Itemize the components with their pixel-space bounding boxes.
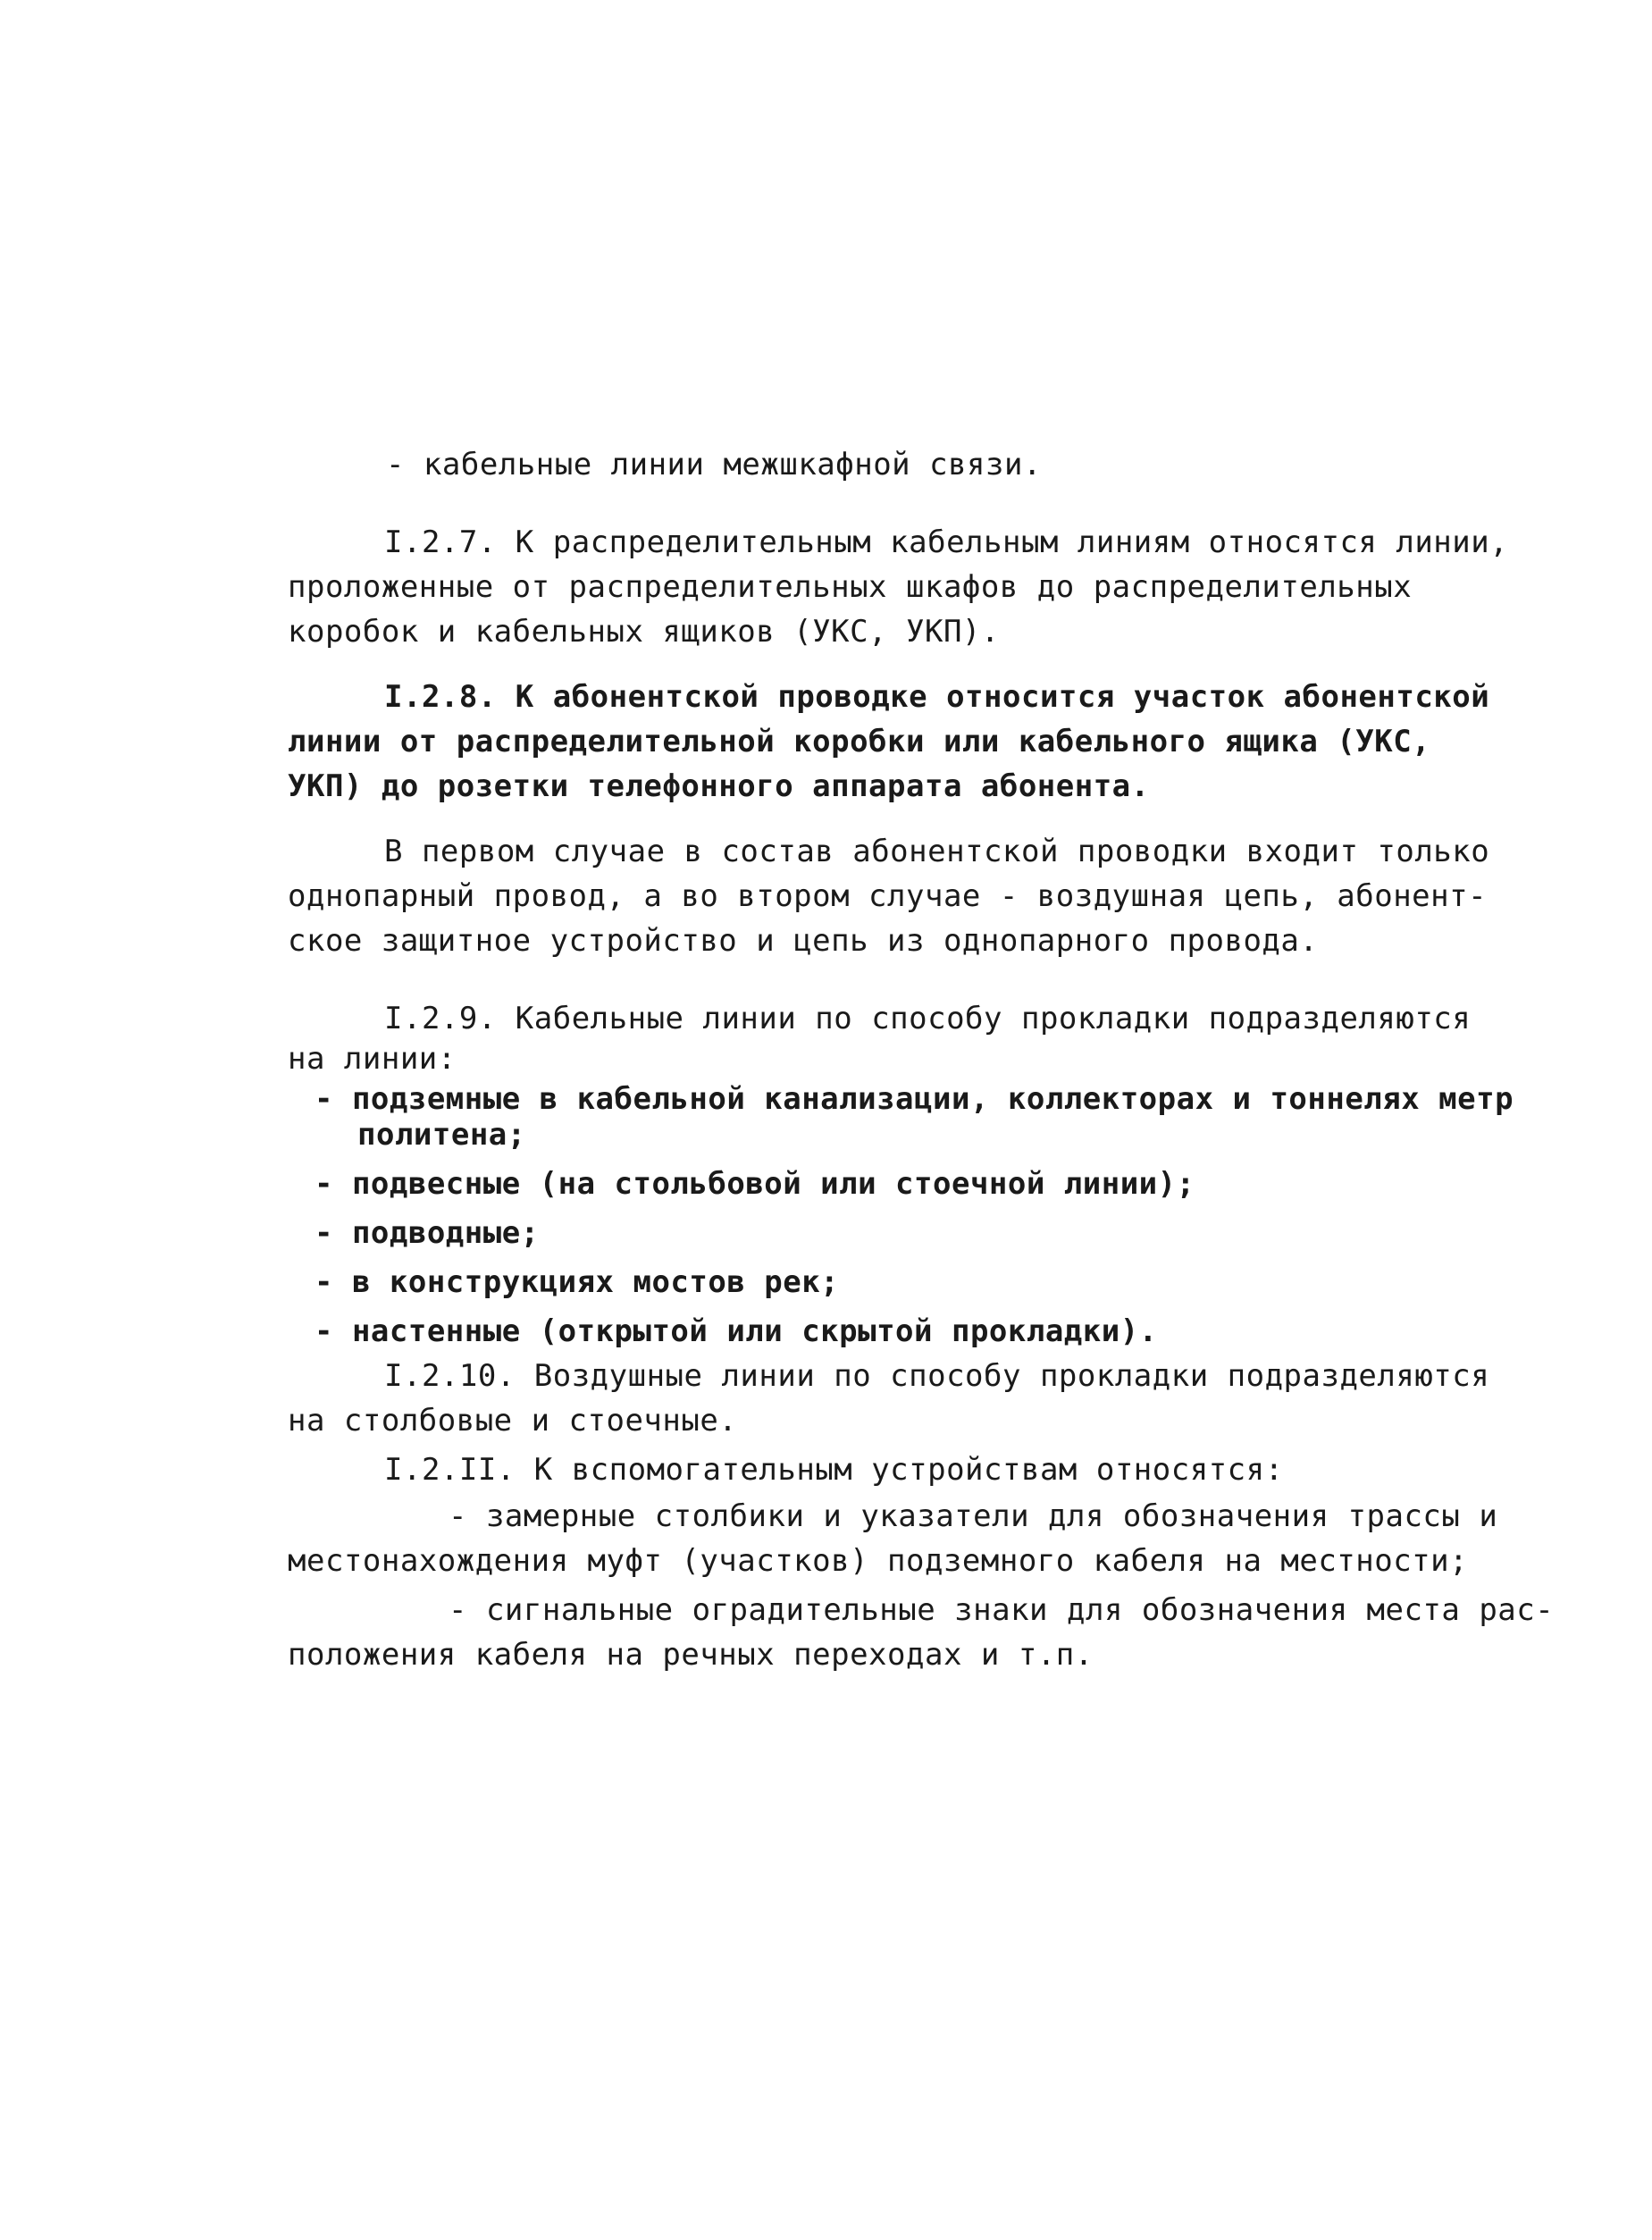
paragraph-1-2-8-line-2: линии от распределительной коробки или кабельного ящика (УКС,: [288, 724, 1431, 759]
paragraph-1-2-11-item-1-line-1: - замерные столбики и указатели для обозначения трассы и: [449, 1498, 1498, 1534]
list-item-aerial: - подвесные (на стольбовой или стоечной линии);: [314, 1166, 1195, 1202]
paragraph-1-2-11-item-2-line-1: - сигнальные оградительные знаки для обозначения места рас-: [449, 1592, 1555, 1628]
paragraph-1-2-9-line-1: I.2.9. Кабельные линии по способу прокладки подразделяются: [384, 1001, 1472, 1036]
list-item-underground-cont: политена;: [357, 1117, 526, 1153]
paragraph-first-case-line-1: В первом случае в состав абонентской проводки входит только: [384, 834, 1490, 869]
paragraph-1-2-11-item-2-line-2: положения кабеля на речных переходах и т.п.: [288, 1637, 1094, 1673]
list-item-wall: - настенные (открытой или скрытой прокладки).: [314, 1313, 1158, 1349]
paragraph-first-case-line-2: однопарный провод, а во втором случае - воздушная цепь, абонент-: [288, 878, 1488, 914]
list-item-underground: - подземные в кабельной канализации, коллекторах и тоннелях метр: [314, 1081, 1514, 1117]
paragraph-1-2-7-line-3: коробок и кабельных ящиков (УКС, УКП).: [288, 614, 1000, 650]
paragraph-1-2-10-line-1: I.2.10. Воздушные линии по способу прокладки подразделяются: [384, 1358, 1490, 1394]
paragraph-1-2-11-item-1-line-2: местонахождения муфт (участков) подземного кабеля на местности;: [288, 1543, 1469, 1579]
paragraph-1-2-9-line-2: на линии:: [288, 1041, 457, 1077]
paragraph-1-2-7-line-1: I.2.7. К распределительным кабельным линиям относятся линии,: [384, 524, 1509, 560]
paragraph-1-2-11-line-1: I.2.II. К вспомогательным устройствам относятся:: [384, 1452, 1284, 1488]
paragraph-1-2-7-line-2: проложенные от распределительных шкафов до распределительных: [288, 569, 1413, 605]
list-item-interbox-lines: - кабельные линии межшкафной связи.: [386, 447, 1042, 482]
list-item-bridges: - в конструкциях мостов рек;: [314, 1264, 840, 1300]
paragraph-1-2-8-line-1: I.2.8. К абонентской проводке относится участок абонентской: [384, 679, 1490, 715]
list-item-underwater: - подводные;: [314, 1215, 540, 1251]
paragraph-1-2-10-line-2: на столбовые и стоечные.: [288, 1403, 738, 1439]
paragraph-1-2-8-line-3: УКП) до розетки телефонного аппарата абонента.: [288, 768, 1150, 804]
paragraph-first-case-line-3: ское защитное устройство и цепь из однопарного провода.: [288, 923, 1319, 959]
